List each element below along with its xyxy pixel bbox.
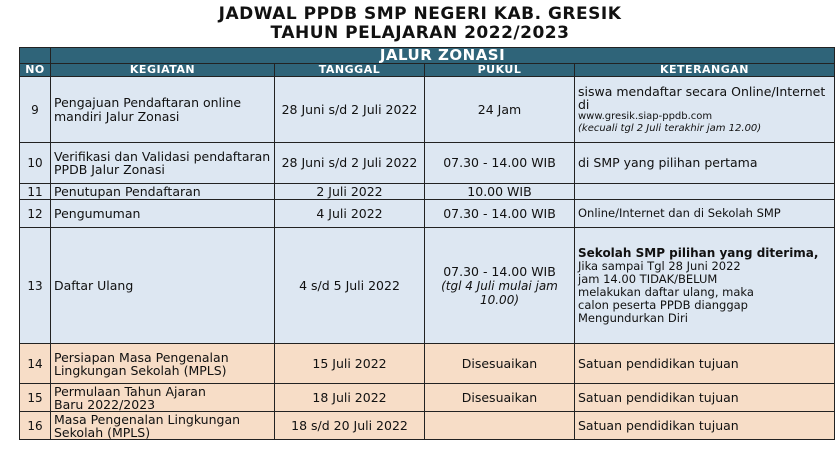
keterangan-url: www.gresik.siap-ppdb.com: [578, 111, 713, 122]
row-no: 14: [20, 344, 51, 384]
table-row: [20, 228, 835, 344]
row-tanggal: 28 Juni s/d 2 Juli 2022: [275, 143, 425, 184]
row-kegiatan: Pengumuman: [51, 200, 275, 228]
row-no: 13: [20, 228, 51, 344]
row-no: 12: [20, 200, 51, 228]
row-keterangan: [575, 184, 835, 200]
keterangan-bold: Sekolah SMP pilihan yang diterima,: [578, 245, 819, 260]
page-subtitle: TAHUN PELAJARAN 2022/2023: [270, 23, 570, 43]
row-kegiatan: Permulaan Tahun Ajaran Baru 2022/2023: [51, 384, 275, 412]
table-row: [20, 412, 835, 440]
header-kegiatan: KEGIATAN: [51, 64, 275, 77]
row-kegiatan: Verifikasi dan Validasi pendaftaran PPDB Jalur Zonasi: [51, 143, 275, 184]
keterangan-main: siswa mendaftar secara Online/Internet di: [578, 84, 826, 112]
row-pukul: [425, 228, 575, 344]
row-keterangan: di SMP yang pilihan pertama: [575, 143, 835, 184]
row-no: 11: [20, 184, 51, 200]
row-kegiatan: Daftar Ulang: [51, 228, 275, 344]
table-row: [20, 344, 835, 384]
section-band-row: [20, 48, 835, 64]
row-tanggal: 4 s/d 5 Juli 2022: [275, 228, 425, 344]
row-kegiatan: Penutupan Pendaftaran: [51, 184, 275, 200]
row-keterangan: [575, 77, 835, 143]
row-no: 16: [20, 412, 51, 440]
row-tanggal: 2 Juli 2022: [275, 184, 425, 200]
table-row: [20, 384, 835, 412]
row-tanggal: 18 s/d 20 Juli 2022: [275, 412, 425, 440]
section-band-title: JALUR ZONASI: [51, 48, 835, 64]
row-kegiatan: Persiapan Masa Pengenalan Lingkungan Sekolah (MPLS): [51, 344, 275, 384]
row-pukul: 10.00 WIB: [425, 184, 575, 200]
header-pukul: PUKUL: [425, 64, 575, 77]
row-keterangan: Satuan pendidikan tujuan: [575, 344, 835, 384]
table-row: [20, 143, 835, 184]
row-keterangan: Online/Internet dan di Sekolah SMP: [575, 200, 835, 228]
schedule-table: [19, 47, 835, 440]
row-pukul: 07.30 - 14.00 WIB: [425, 143, 575, 184]
pukul-main: 07.30 - 14.00 WIB: [443, 263, 556, 279]
row-no: 9: [20, 77, 51, 143]
table-row: [20, 200, 835, 228]
row-kegiatan: Masa Pengenalan Lingkungan Sekolah (MPLS): [51, 412, 275, 440]
row-tanggal: 18 Juli 2022: [275, 384, 425, 412]
row-no: 15: [20, 384, 51, 412]
keterangan-note: (kecuali tgl 2 Juli terakhir jam 12.00): [578, 122, 762, 134]
header-keterangan: KETERANGAN: [575, 64, 835, 77]
row-keterangan: Satuan pendidikan tujuan: [575, 412, 835, 440]
row-tanggal: 4 Juli 2022: [275, 200, 425, 228]
table-row: [20, 184, 835, 200]
row-tanggal: 28 Juni s/d 2 Juli 2022: [275, 77, 425, 143]
row-pukul: Disesuaikan: [425, 344, 575, 384]
row-tanggal: 15 Juli 2022: [275, 344, 425, 384]
table-row: [20, 77, 835, 143]
row-no: 10: [20, 143, 51, 184]
row-keterangan: Satuan pendidikan tujuan: [575, 384, 835, 412]
page-title: JADWAL PPDB SMP NEGERI KAB. GRESIK: [218, 4, 622, 24]
row-kegiatan: Pengajuan Pendaftaran online mandiri Jalur Zonasi: [51, 77, 275, 143]
pukul-note: (tgl 4 Juli mulai jam 10.00): [441, 278, 558, 307]
keterangan-rest: Jika sampai Tgl 28 Juni 2022 jam 14.00 TIDAK/BELUM melakukan daftar ulang, maka calon peserta PPDB dianggap Mengundurkan Diri: [578, 258, 754, 325]
header-no: NO: [20, 64, 51, 77]
table-header-row: [20, 64, 835, 77]
header-tanggal: TANGGAL: [275, 64, 425, 77]
row-pukul: Disesuaikan: [425, 384, 575, 412]
section-band-blank: [20, 48, 51, 64]
row-pukul: [425, 412, 575, 440]
row-pukul: 07.30 - 14.00 WIB: [425, 200, 575, 228]
row-pukul: 24 Jam: [425, 77, 575, 143]
row-keterangan: [575, 228, 835, 344]
